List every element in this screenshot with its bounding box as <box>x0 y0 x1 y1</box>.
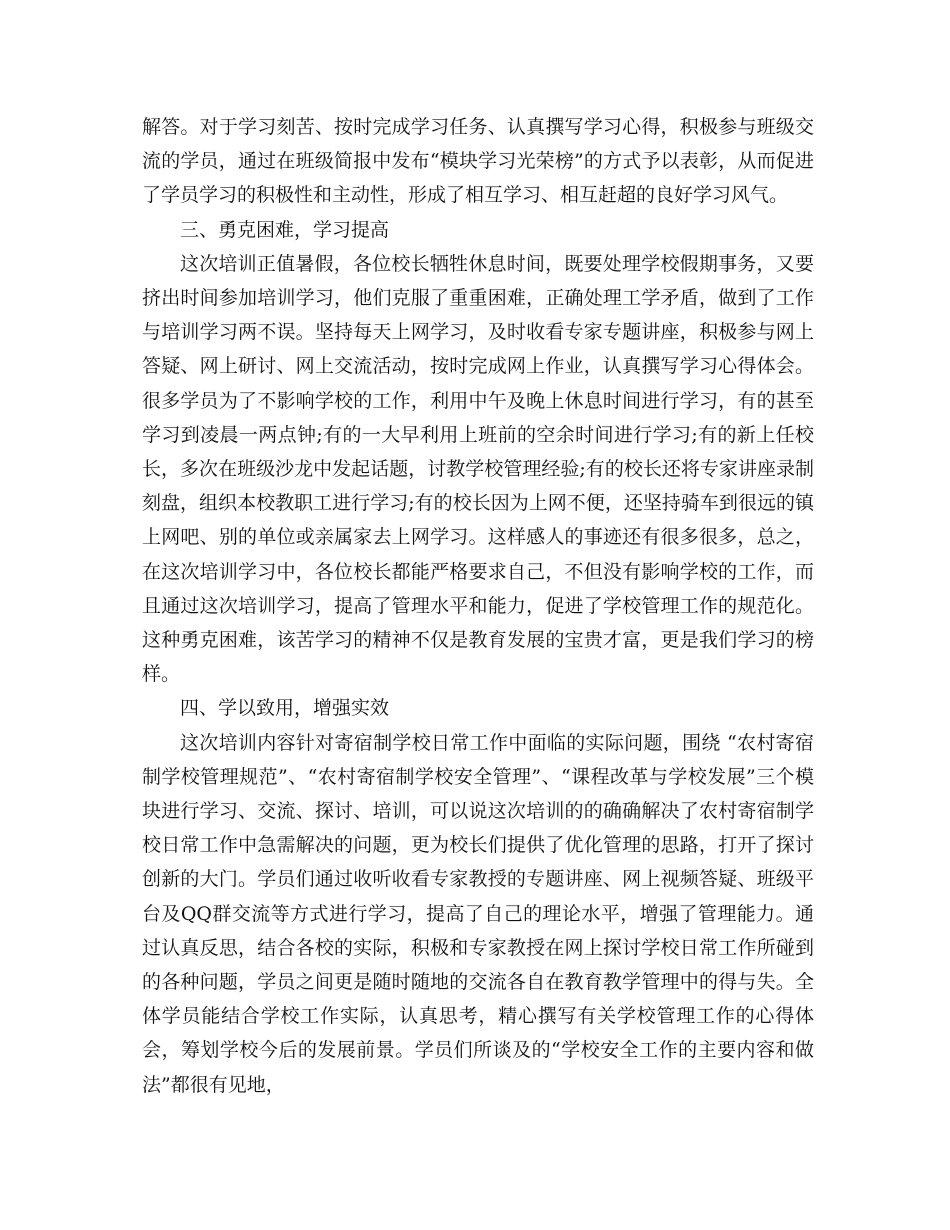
section-heading-3: 三、勇克困难，学习提高 <box>180 218 390 241</box>
paragraph-applying-learning: 这次培训内容针对寄宿制学校日常工作中面临的实际问题，围绕 “农村寄宿制学校管理规范”、“农村寄宿制学校安全管理”、“课程改革与学校发展”三个模块进行学习、交流、探讨、培训，可以说这次培训的的确确解决了农村寄宿制学校日常工作中急需解决的问题，更为校长们提供了优化管理的思路，打开了探讨创新的大门。学员们通过收听收看专家教授的专题讲座、网上视频答疑、班级平台及QQ群交流等方式进行学习，提高了自己的理论水平，增强了管理能力。通过认真反思，结合各校的实际，积极和专家教授在网上探讨学校日常工作所碰到的各种问题，学员之间更是随时随地的交流各自在教育教学管理中的得与失。全体学员能结合学校工作实际，认真思考，精心撰写有关学校管理工作的心得体会，筹划学校今后的发展前景。学员们所谈及的“学校安全工作的主要内容和做法”都很有见地， <box>142 731 814 1096</box>
section-heading-4: 四、学以致用，增强实效 <box>180 697 390 720</box>
paragraph-continuation: 解答。对于学习刻苦、按时完成学习任务、认真撰写学习心得，积极参与班级交流的学员，通过在班级简报中发布“模块学习光荣榜”的方式予以表彰，从而促进了学员学习的积极性和主动性，形成了相互学习、相互赶超的良好学习风气。 <box>142 116 814 207</box>
paragraph-overcoming-difficulties: 这次培训正值暑假，各位校长牺牲休息时间，既要处理学校假期事务，又要挤出时间参加培训学习，他们克服了重重困难，正确处理工学矛盾，做到了工作与培训学习两不误。坚持每天上网学习，及时收看专家专题讲座，积极参与网上答疑、网上研讨、网上交流活动，按时完成网上作业，认真撰写学习心得体会。很多学员为了不影响学校的工作，利用中午及晚上休息时间进行学习，有的甚至学习到凌晨一两点钟;有的一大早利用上班前的空余时间进行学习;有的新上任校长，多次在班级沙龙中发起话题，讨教学校管理经验;有的校长还将专家讲座录制刻盘，组织本校教职工进行学习;有的校长因为上网不便，还坚持骑车到很远的镇上网吧、别的单位或亲属家去上网学习。这样感人的事迹还有很多很多，总之，在这次培训学习中，各位校长都能严格要求自己，不但没有影响学校的工作，而且通过这次培训学习，提高了管理水平和能力，促进了学校管理工作的规范化。这种勇克困难，该苦学习的精神不仅是教育发展的宝贵才富，更是我们学习的榜样。 <box>142 252 814 686</box>
document-body <box>142 110 814 1102</box>
